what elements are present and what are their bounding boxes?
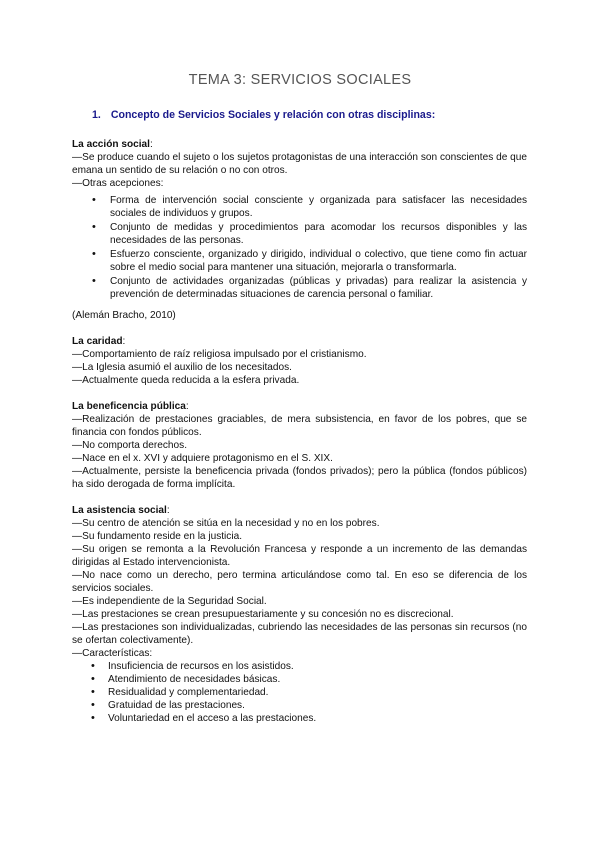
list-item: • Conjunto de medidas y procedimientos para acomodar los recursos disponibles y las necesidades de las personas. [72, 221, 527, 247]
section-heading [92, 109, 435, 121]
block-beneficencia: La beneficencia pública: —Realización de prestaciones graciables, de mera subsistencia, en favor de los pobres, que se financia con fondos públicos. —No comporta derechos. —Nace en el x. XVI y adquiere protagonismo en el S. XIX. —Actualmente, persiste la beneficencia privada (fondos privados); pero la pública (fondos públicos) ha sido derogada de forma implícita. [72, 401, 527, 490]
list-item: • Forma de intervención social consciente y organizada para satisfacer las necesidades sociales de individuos y grupos. [72, 194, 527, 220]
caridad-title: La caridad [72, 336, 123, 347]
asistencia-line: —Su fundamento reside en la justicia. [72, 531, 243, 542]
asistencia-title: La asistencia social [72, 505, 167, 516]
asistencia-line: —Su centro de atención se sitúa en la necesidad y no en los pobres. [72, 518, 380, 529]
caracteristicas-list [72, 660, 527, 725]
accion-social-title: La acción social [72, 139, 150, 150]
asistencia-line: —No nace como un derecho, pero termina articulándose como tal. En eso se diferencia de los servicios sociales. [72, 570, 527, 594]
block-accion-social: La acción social: —Se produce cuando el sujeto o los sujetos protagonistas de una interacción son conscientes de que emana un sentido de su relación o no con otros. —Otras acepciones: • Forma de intervención social consciente y organizada para satisfacer las necesidades sociales de individuos y grupos. • Conjunto de medidas y procedimientos para acomodar los recursos disponibles y las necesidades de las personas. • Esfuerzo consciente, organizado y dirigido, individual o colectivo, que tiene como fin actuar sobre el medio social para mantener una situación, mejorarla o transformarla. • Conjunto de actividades organizadas (públicas y privadas) para realizar la asistencia y prevención de determinadas situaciones de carencia personal o familiar. (Alemán Bracho, 2010) [72, 138, 527, 322]
accion-social-list [72, 194, 527, 301]
caridad-line: —Actualmente queda reducida a la esfera privada. [72, 375, 300, 386]
section-number: 1. [92, 109, 101, 121]
list-item: • Residualidad y complementariedad. [72, 686, 527, 699]
list-item: • Insuficiencia de recursos en los asistidos. [72, 660, 527, 673]
asistencia-line: —Características: [72, 648, 153, 659]
block-caridad: La caridad: —Comportamiento de raíz religiosa impulsado por el cristianismo. —La Iglesia asumió el auxilio de los necesitados. —Actualmente queda reducida a la esfera privada. [72, 335, 527, 387]
list-item: • Conjunto de actividades organizadas (públicas y privadas) para realizar la asistencia y prevención de determinadas situaciones de carencia personal o familiar. [72, 275, 527, 301]
asistencia-line: —Su origen se remonta a la Revolución Francesa y responde a un incremento de las demandas dirigidas al Estado intervencionista. [72, 544, 527, 568]
citation: (Alemán Bracho, 2010) [72, 310, 176, 321]
beneficencia-title: La beneficencia pública [72, 401, 186, 412]
caridad-line: —Comportamiento de raíz religiosa impulsado por el cristianismo. [72, 349, 367, 360]
asistencia-line: —Es independiente de la Seguridad Social. [72, 596, 267, 607]
beneficencia-line: —No comporta derechos. [72, 440, 188, 451]
document-title: TEMA 3: SERVICIOS SOCIALES [188, 72, 412, 88]
asistencia-line: —Las prestaciones se crean presupuestariamente y su concesión no es discrecional. [72, 609, 454, 620]
accion-social-line: —Otras acepciones: [72, 178, 164, 189]
list-item: • Esfuerzo consciente, organizado y dirigido, individual o colectivo, que tiene como fin actuar sobre el medio social para mantener una situación, mejorarla o transformarla. [72, 248, 527, 274]
document-body [72, 138, 527, 725]
beneficencia-line: —Actualmente, persiste la beneficencia privada (fondos privados); pero la pública (fondos públicos) ha sido derogada de forma implícita. [72, 466, 527, 490]
block-asistencia: La asistencia social: —Su centro de atención se sitúa en la necesidad y no en los pobres. —Su fundamento reside en la justicia. —Su origen se remonta a la Revolución Francesa y responde a un incremento de las demandas dirigidas al Estado intervencionista. —No nace como un derecho, pero termina articulándose como tal. En eso se diferencia de los servicios sociales. —Es independiente de la Seguridad Social. —Las prestaciones se crean presupuestariamente y su concesión no es discrecional. —Las prestaciones son individualizadas, cubriendo las necesidades de las personas sin recursos (no se ofertan colectivamente). —Características: • Insuficiencia de recursos en los asistidos. • Atendimiento de necesidades básicas. • Residualidad y complementariedad. • Gratuidad de las prestaciones. • Voluntariedad en el acceso a las prestaciones. [72, 504, 527, 725]
asistencia-line: —Las prestaciones son individualizadas, cubriendo las necesidades de las personas sin recursos (no se ofertan colectivamente). [72, 622, 527, 646]
caridad-line: —La Iglesia asumió el auxilio de los necesitados. [72, 362, 292, 373]
list-item: • Atendimiento de necesidades básicas. [72, 673, 527, 686]
accion-social-line: —Se produce cuando el sujeto o los sujetos protagonistas de una interacción son conscientes de que emana un sentido de su relación o no con otros. [72, 152, 527, 176]
beneficencia-line: —Realización de prestaciones graciables, de mera subsistencia, en favor de los pobres, que se financia con fondos públicos. [72, 414, 527, 438]
list-item: • Voluntariedad en el acceso a las prestaciones. [72, 712, 527, 725]
list-item: • Gratuidad de las prestaciones. [72, 699, 527, 712]
beneficencia-line: —Nace en el x. XVI y adquiere protagonismo en el S. XIX. [72, 453, 333, 464]
section-heading-text: Concepto de Servicios Sociales y relación con otras disciplinas: [110, 109, 436, 121]
